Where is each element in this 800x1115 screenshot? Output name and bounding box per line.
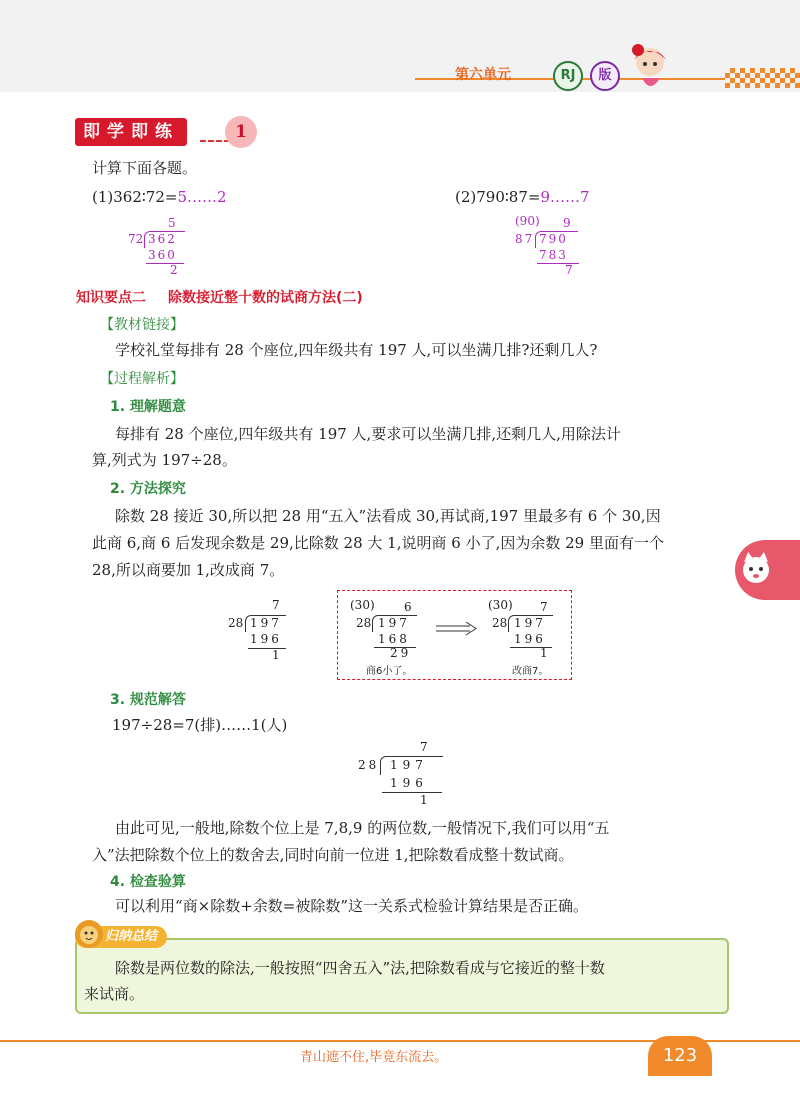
div1-remainder: 2 bbox=[170, 263, 178, 277]
div1-divisor: 72 bbox=[128, 232, 144, 246]
div2-estimate: (90) bbox=[515, 214, 540, 228]
method-a-quotient: 7 bbox=[272, 598, 280, 612]
unit-label: 第六单元 bbox=[455, 67, 511, 83]
practice-instruction: 计算下面各题。 bbox=[92, 159, 198, 177]
step-3-answer: 197÷28=7(排)……1(人) bbox=[112, 716, 288, 734]
method-a-divisor: 28 bbox=[228, 616, 244, 630]
method-b-quotient: 6 bbox=[404, 600, 412, 614]
method-a-remainder: 1 bbox=[272, 648, 280, 662]
practice-badge: 即学即练 bbox=[75, 118, 187, 146]
summary-tag: 归纳总结 bbox=[75, 926, 167, 948]
div2-remainder: 7 bbox=[565, 263, 573, 277]
knowledge-point-subtitle: 除数接近整十数的试商方法(二) bbox=[168, 290, 363, 306]
final-dividend: 197 bbox=[390, 758, 428, 772]
mascot-fox-icon bbox=[738, 550, 774, 586]
div2-divisor: 87 bbox=[515, 232, 535, 246]
method-a-product: 196 bbox=[250, 632, 282, 646]
step-4-text: 可以利用“商×除数+余数=被除数”这一关系式检验计算结果是否正确。 bbox=[115, 897, 589, 915]
problem-2-answer: 9……7 bbox=[540, 188, 590, 206]
summary-line-1: 除数是两位数的除法,一般按照“四舍五入”法,把除数看成与它接近的整十数 bbox=[115, 959, 605, 977]
practice-problem-1 bbox=[92, 185, 227, 209]
div1-dividend: 362 bbox=[148, 232, 177, 246]
method-division-c bbox=[488, 598, 568, 676]
practice-problem-2 bbox=[455, 185, 590, 209]
method-b-divisor: 28 bbox=[356, 616, 372, 630]
method-c-note: 改商7。 bbox=[512, 666, 549, 677]
div2-rule bbox=[537, 263, 579, 264]
final-remainder: 1 bbox=[420, 793, 428, 807]
method-c-estimate: (30) bbox=[488, 598, 513, 612]
problem-1-expression: (1)362∶72= bbox=[92, 188, 178, 206]
final-quotient: 7 bbox=[420, 740, 428, 754]
method-c-remainder: 1 bbox=[540, 646, 548, 660]
analysis-label: 【过程解析】 bbox=[100, 371, 184, 387]
long-division-1 bbox=[128, 216, 198, 278]
method-b-remainder: 29 bbox=[390, 646, 412, 660]
div1-rule bbox=[146, 263, 184, 264]
method-c-quotient: 7 bbox=[540, 600, 548, 614]
header-checker-pattern bbox=[725, 68, 800, 88]
practice-divider bbox=[200, 140, 230, 142]
textbook-link-label: 【教材链接】 bbox=[100, 317, 184, 333]
div1-product: 360 bbox=[148, 248, 177, 262]
textbook-problem: 学校礼堂每排有 28 个座位,四年级共有 197 人,可以坐满几排?还剩几人? bbox=[115, 341, 598, 359]
conclusion-line-1: 由此可见,一般地,除数个位上是 7,8,9 的两位数,一般情况下,我们可以用“五 bbox=[115, 819, 610, 837]
final-product: 196 bbox=[390, 776, 428, 790]
problem-2-expression: (2)790∶87= bbox=[455, 188, 541, 206]
footer-quote: 青山遮不住,毕竟东流去。 bbox=[300, 1050, 448, 1065]
edition-badge: RJ bbox=[553, 61, 583, 91]
step-4-title: 4. 检查验算 bbox=[110, 874, 186, 890]
knowledge-point-label: 知识要点二 bbox=[76, 290, 146, 306]
method-division-a bbox=[228, 598, 288, 662]
arrow-right-icon bbox=[436, 622, 478, 636]
mascot-lion-icon bbox=[73, 918, 105, 950]
step-1-line-2: 算,列式为 197÷28。 bbox=[92, 451, 237, 469]
step-2-line-2: 此商 6,商 6 后发现余数是 29,比除数 28 大 1,说明商 6 小了,因为余数 29 里面有一个 bbox=[92, 534, 664, 552]
method-division-b bbox=[350, 598, 430, 676]
method-b-note: 商6小了。 bbox=[366, 666, 413, 677]
knowledge-point-title bbox=[76, 287, 363, 307]
summary-line-2: 来试商。 bbox=[84, 985, 145, 1003]
page-number: 123 bbox=[648, 1036, 712, 1076]
method-a-rule bbox=[248, 648, 286, 649]
method-b-dividend: 197 bbox=[378, 616, 410, 630]
method-b-product: 168 bbox=[378, 632, 410, 646]
div2-product: 783 bbox=[539, 248, 568, 262]
method-a-dividend: 197 bbox=[250, 616, 282, 630]
step-2-line-1: 除数 28 接近 30,所以把 28 用“五入”法看成 30,再试商,197 里最多有 6 个 30,因 bbox=[115, 507, 661, 525]
method-c-dividend: 197 bbox=[514, 616, 546, 630]
method-c-divisor: 28 bbox=[492, 616, 508, 630]
div1-quotient: 5 bbox=[168, 216, 176, 230]
method-b-estimate: (30) bbox=[350, 598, 375, 612]
step-2-title: 2. 方法探究 bbox=[110, 481, 186, 497]
final-rule bbox=[382, 792, 442, 793]
long-division-2 bbox=[515, 214, 595, 278]
conclusion-line-2: 入”法把除数个位上的数舍去,同时向前一位进 1,把除数看成整十数试商。 bbox=[92, 846, 574, 864]
step-3-title: 3. 规范解答 bbox=[110, 692, 186, 708]
step-2-line-3: 28,所以商要加 1,改成商 7。 bbox=[92, 561, 285, 579]
practice-number: 1 bbox=[225, 116, 257, 148]
final-long-division bbox=[358, 740, 448, 810]
step-1-title: 1. 理解题意 bbox=[110, 399, 186, 415]
problem-1-answer: 5……2 bbox=[177, 188, 227, 206]
mascot-girl-icon bbox=[620, 40, 680, 96]
step-1-line-1: 每排有 28 个座位,四年级共有 197 人,要求可以坐满几排,还剩几人,用除法计 bbox=[115, 425, 621, 443]
version-badge: 版 bbox=[590, 61, 620, 91]
div2-dividend: 790 bbox=[539, 232, 568, 246]
final-divisor: 28 bbox=[358, 758, 380, 772]
method-c-product: 196 bbox=[514, 632, 546, 646]
div2-quotient: 9 bbox=[563, 216, 571, 230]
